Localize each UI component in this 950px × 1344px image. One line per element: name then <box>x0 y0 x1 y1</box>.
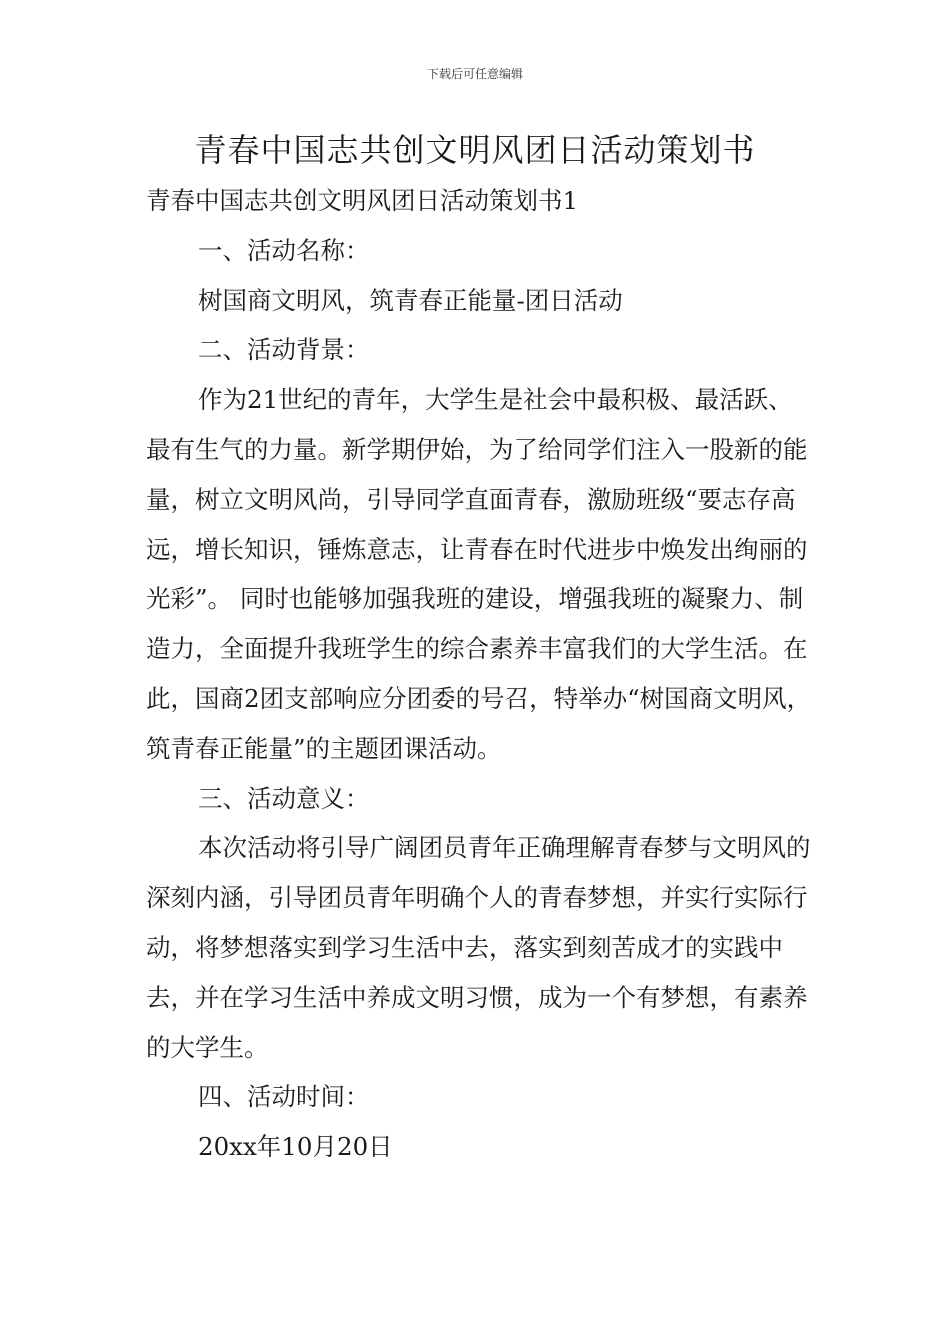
document-title: 青春中国志共创文明风团日活动策划书 <box>194 131 756 169</box>
section-heading-background: 二、活动背景： <box>198 335 370 365</box>
section-content-significance: 本次活动将引导广阔团员青年正确理解青春梦与文明风的深刻内涵，引导团员青年明确个人的青春梦想，并实行实际行动，将梦想落实到学习生活中去，落实到刻苦成才的实践中去，并在学习生活中养成文明习惯，成为一个有梦想，有素养的大学生。 <box>146 833 811 1062</box>
section-heading-time: 四、活动时间： <box>198 1082 370 1112</box>
section-heading-name: 一、活动名称： <box>198 235 370 265</box>
section-content-name: 树国商文明风，筑青春正能量-团日活动 <box>198 285 623 315</box>
header-note: 下载后可任意编辑 <box>426 67 523 81</box>
section-content-background: 作为21世纪的青年，大学生是社会中最积极、最活跃、最有生气的力量。新学期伊始，为了给同学们注入一股新的能量，树立文明风尚，引导同学直面青春，激励班级“要志存高远，增长知识，锤炼意志，让青春在时代进步中焕发出绚丽的光彩”。 同时也能够加强我班的建设，增强我班的凝聚力、制造力，全面提升我班学生的综合素养丰富我们的大学生活。在此，国商2团支部响应分团委的号召，特举办“树国商文明风，筑青春正能量”的主题团课活动。 <box>146 385 812 763</box>
section-heading-significance: 三、活动意义： <box>198 783 370 813</box>
document-body <box>146 176 814 1172</box>
section-content-time: 20xx年10月20日 <box>198 1132 393 1162</box>
document-subtitle: 青春中国志共创文明风团日活动策划书1 <box>146 186 579 215</box>
